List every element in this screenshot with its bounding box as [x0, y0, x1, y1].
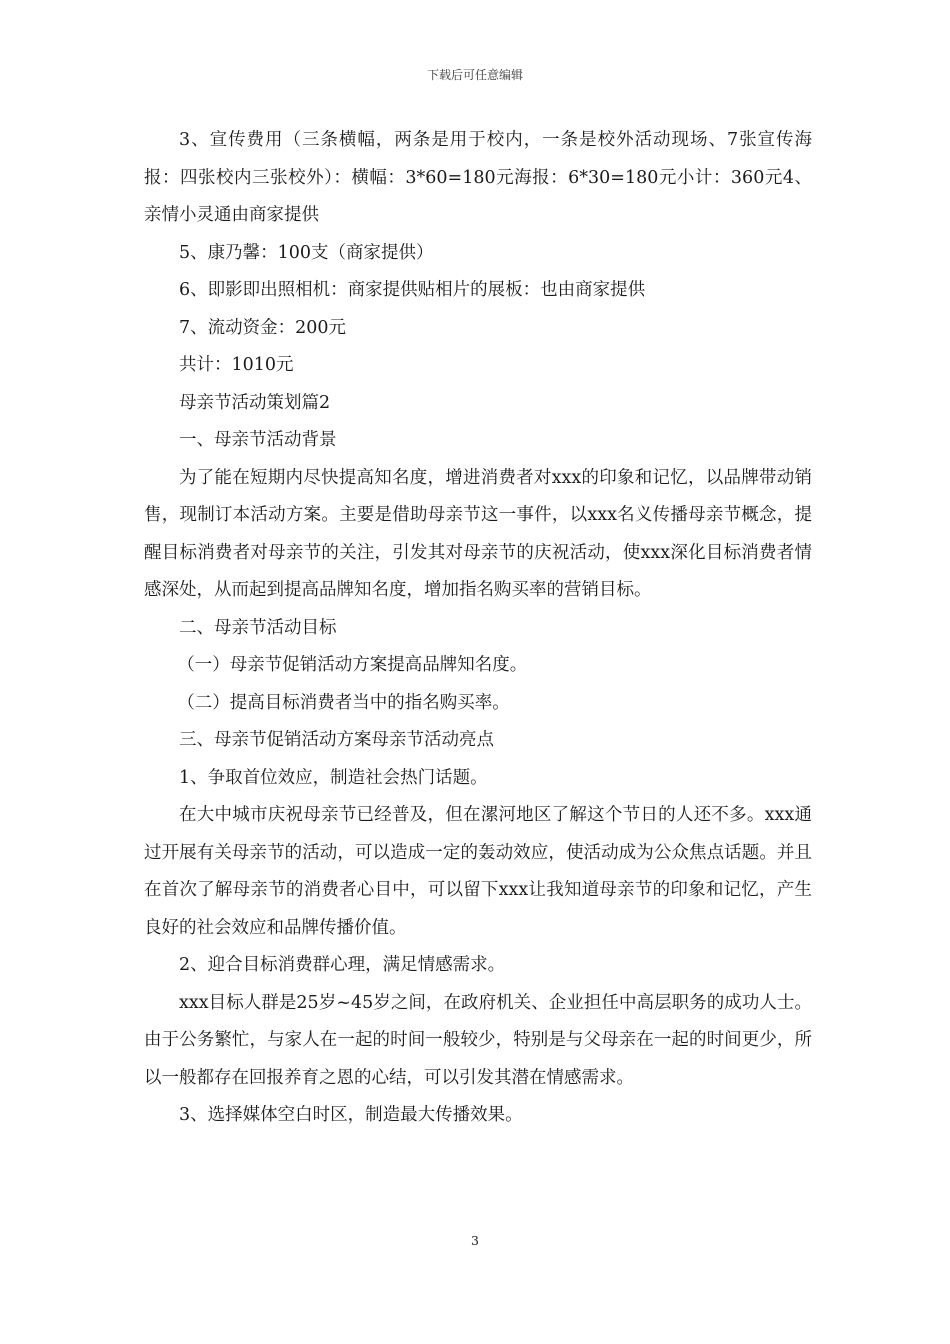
paragraph-goal-2: （二）提高目标消费者当中的指名购买率。 [177, 692, 510, 713]
paragraph-highlight-1-title: 1、争取首位效应，制造社会热门话题。 [179, 767, 488, 788]
paragraph-goal-1: （一）母亲节促销活动方案提高品牌知名度。 [177, 655, 528, 675]
page-header-note: 下载后可任意编辑 [426, 68, 523, 82]
paragraph-background: 为了能在短期内尽快提高知名度，增进消费者对xxx的印象和记忆，以品牌带动销售，现制订本活动方案。主要是借助母亲节这一事件，以xxx名义传播母亲节概念，提醒目标消费者对母亲节的关注，引发其对母亲节的庆祝活动，使xxx深化目标消费者情感深处，从而起到提高品牌知名度，增加指名购买率的营销目标。 [144, 467, 812, 600]
paragraph-carnations: 5、康乃馨：100支（商家提供） [179, 242, 434, 263]
paragraph-highlight-2-body: xxx目标人群是25岁~45岁之间，在政府机关、企业担任中高层职务的成功人士。由于公务繁忙，与家人在一起的时间一般较少，特别是与父母亲在一起的时间更少，所以一般都存在回报养育之恩的心结，可以引发其潜在情感需求。 [144, 992, 812, 1088]
paragraph-instant-camera: 6、即影即出照相机：商家提供贴相片的展板：也由商家提供 [179, 280, 646, 300]
document-body [144, 122, 812, 1135]
heading-goals: 二、母亲节活动目标 [179, 617, 337, 638]
paragraph-publicity-cost: 3、宣传费用（三条横幅，两条是用于校内，一条是校外活动现场、7张宣传海报：四张校内三张校外）：横幅：3*60=180元海报：6*30=180元小计：360元4、亲情小灵通由商家提供 [144, 130, 812, 225]
paragraph-highlight-1-body: 在大中城市庆祝母亲节已经普及，但在漯河地区了解这个节日的人还不多。xxx通过开展有关母亲节的活动，可以造成一定的轰动效应，使活动成为公众焦点话题。并且在首次了解母亲节的消费者心目中，可以留下xxx让我知道母亲节的印象和记忆，产生良好的社会效应和品牌传播价值。 [144, 805, 812, 938]
paragraph-working-capital: 7、流动资金：200元 [179, 317, 347, 338]
page-number: 3 [471, 1233, 479, 1248]
heading-background: 一、母亲节活动背景 [179, 430, 337, 450]
paragraph-highlight-3-title: 3、选择媒体空白时区，制造最大传播效果。 [179, 1105, 523, 1125]
heading-highlights: 三、母亲节促销活动方案母亲节活动亮点 [179, 730, 494, 750]
paragraph-highlight-2-title: 2、迎合目标消费群心理，满足情感需求。 [179, 955, 506, 975]
section-title-plan-2: 母亲节活动策划篇2 [179, 392, 331, 413]
paragraph-total: 共计：1010元 [179, 355, 294, 375]
